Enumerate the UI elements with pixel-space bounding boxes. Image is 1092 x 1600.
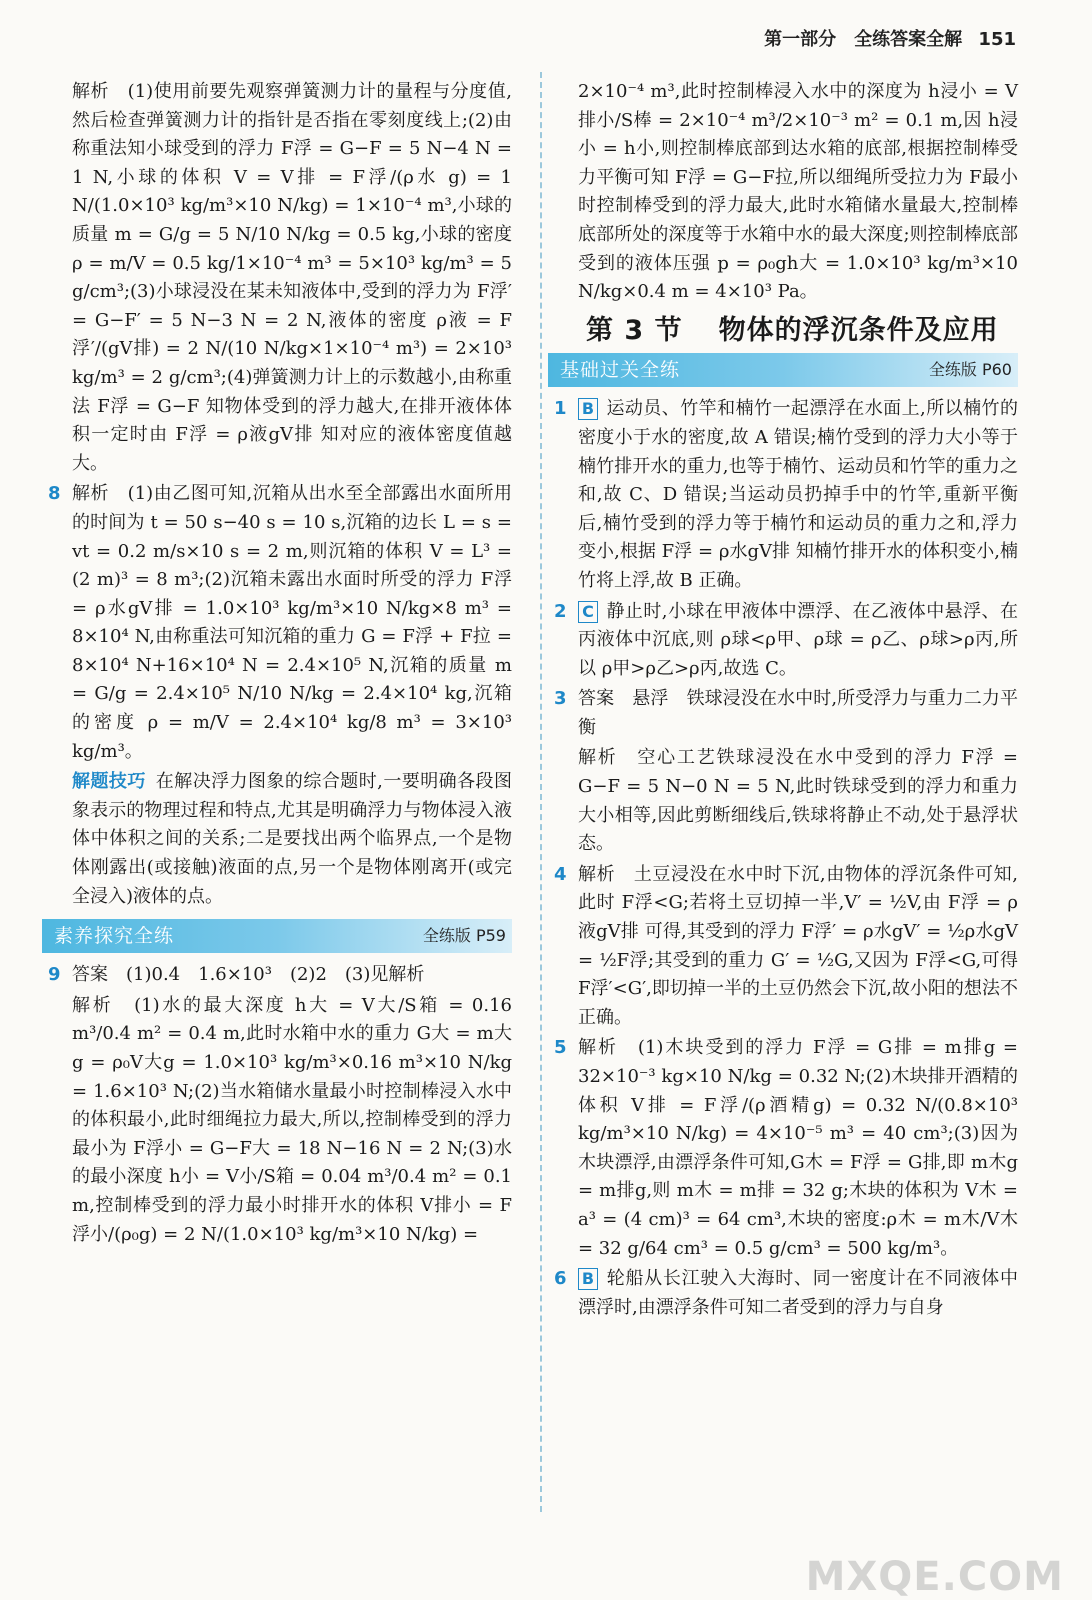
q9-answer: 答案 (1)0.4 1.6×10³ (2)2 (3)见解析 xyxy=(72,964,425,986)
column-divider xyxy=(540,72,542,1512)
right-column xyxy=(554,78,1018,1324)
item-number: 2 xyxy=(554,600,567,622)
answer-box: C xyxy=(578,601,598,623)
left-column xyxy=(48,78,512,1251)
tip-paragraph xyxy=(72,768,512,911)
band-label: 基础过关全练 xyxy=(560,359,681,382)
page-number: 151 xyxy=(978,29,1016,50)
q7-analysis: 解析 (1)使用前要先观察弹簧测力计的量程与分度值,然后检查弹簧测力计的指针是否指在零刻度线上;(2)由称重法知小球受到的浮力 F浮 = G−F = 5 N−4 N = 1 N,小球的体积 V = V排 = F浮/(ρ水 g) = 1 N/(1.0×10³ kg/m³×10 N/kg) = 1×10⁻⁴ m³,小球的质量 m = G/g = 5 N/10 N/kg = 0.5 kg,小球的密度 ρ = m/V = 0.5 kg/1×10⁻⁴ m³ = 5×10³ kg/m³ = 5 g/cm³;(3)小球浸没在某未知液体中,受到的浮力为 F浮′ = G−F′ = 5 N−3 N = 2 N,液体的密度 ρ液 = F浮′/(gV排) = 2 N/(10 N/kg×1×10⁻⁴ m³) = 2×10³ kg/m³ = 2 g/cm³;(4)弹簧测力计上的示数越小,由称重法 F浮 = G−F 知物体受到的浮力越大,在排开液体体积一定时由 F浮 = ρ液gV排 知对应的液体密度值越大。 xyxy=(72,81,512,474)
q8-analysis: 解析 (1)由乙图可知,沉箱从出水至全部露出水面所用的时间为 t = 50 s−40 s = 10 s,沉箱的边长 L = s = vt = 0.2 m/s×10 s = 2 m,则沉箱的体积 V = L³ = (2 m)³ = 8 m³;(2)沉箱未露出水面时所受的浮力 F浮 = ρ水gV排 = 1.0×10³ kg/m³×10 N/kg×8 m³ = 8×10⁴ N,由称重法可知沉箱的重力 G = F浮 + F拉 = 8×10⁴ N+16×10⁴ N = 2.4×10⁵ N,沉箱的质量 m = G/g = 2.4×10⁵ N/10 N/kg = 2.4×10⁴ kg,沉箱的密度 ρ = m/V = 2.4×10⁴ kg/8 m³ = 3×10³ kg/m³。 xyxy=(72,483,512,762)
tip-label: 解题技巧 xyxy=(72,771,146,793)
item-text: 运动员、竹竿和楠竹一起漂浮在水面上,所以楠竹的密度小于水的密度,故 A 错误;楠竹受到的浮力大小等于楠竹排开水的重力,也等于楠竹、运动员和竹竿的重力之和,故 C、D 错误;当运动员扔掉手中的竹竿,重新平衡后,楠竹受到的浮力等于楠竹和运动员的重力之和,浮力变小,根据 F浮 = ρ水gV排 知楠竹排开水的体积变小,楠竹将上浮,故 B 正确。 xyxy=(578,398,1018,591)
list-item xyxy=(554,598,1018,684)
q8-number: 8 xyxy=(48,483,61,505)
section-title xyxy=(586,314,1018,346)
item-text: 答案 悬浮 铁球浸没在水中时,所受浮力与重力二力平衡 xyxy=(578,688,1018,738)
answer-box: B xyxy=(578,398,598,420)
band-ref: 全练版 P59 xyxy=(422,926,506,946)
tip-text: 在解决浮力图象的综合题时,一要明确各段图象表示的物理过程和特点,尤其是明确浮力与物体浸入液体中体积之间的关系;二是要找出两个临界点,一个是物体刚露出(或接触)液面的点,另一个是物体刚离开(或完全浸入)液体的点。 xyxy=(72,771,512,907)
item-number: 3 xyxy=(554,688,567,710)
q9-analysis: 解析 (1)水的最大深度 h大 = V大/S箱 = 0.16 m³/0.4 m² = 0.4 m,此时水箱中水的重力 G大 = m大g = ρ₀V大g = 1.0×10³ kg/m³×0.16 m³×10 N/kg = 1.6×10³ N;(2)当水箱储水量最小时控制棒浸入水中的体积最小,此时细绳拉力最大,所以,控制棒受到的浮力最小为 F浮小 = G−F大 = 18 N−16 N = 2 N;(3)水的最小深度 h小 = V小/S箱 = 0.04 m³/0.4 m² = 0.1 m,控制棒受到的浮力最小时排开水的体积 V排小 = F浮小/(ρ₀g) = 2 N/(1.0×10³ kg/m³×10 N/kg) = xyxy=(72,994,512,1245)
item-number: 4 xyxy=(554,863,567,885)
list-item xyxy=(554,395,1018,595)
band-label: 素养探究全练 xyxy=(54,925,175,948)
section-number: 第 3 节 xyxy=(586,314,683,346)
list-item xyxy=(554,861,1018,1033)
page-header xyxy=(764,26,1016,55)
q9-item xyxy=(48,961,512,1249)
section-heading: 物体的浮沉条件及应用 xyxy=(718,314,999,346)
q8-item xyxy=(48,480,512,766)
item-text: 解析 土豆浸没在水中时下沉,由物体的浮沉条件可知,此时 F浮<G;若将土豆切掉一半,V′ = ½V,由 F浮 = ρ液gV排 可得,其受到的浮力 F浮′ = ρ水gV′ = ½ρ水gV = ½F浮;其受到的重力 G′ = ½G,又因为 F浮<G,可得 F浮′<G′,即切掉一半的土豆仍然会下沉,故小阳的想法不正确。 xyxy=(578,863,1018,1028)
header-title: 第一部分 全练答案全解 xyxy=(764,29,963,50)
band-ref: 全练版 P60 xyxy=(928,360,1012,380)
section-band-basic xyxy=(548,353,1018,387)
item-text: 静止时,小球在甲液体中漂浮、在乙液体中悬浮、在丙液体中沉底,则 ρ球<ρ甲、ρ球 = ρ乙、ρ球>ρ丙,所以 ρ甲>ρ乙>ρ丙,故选 C。 xyxy=(578,600,1018,679)
item-number: 1 xyxy=(554,398,567,420)
list-item xyxy=(554,685,1018,859)
item-text: 轮船从长江驶入大海时、同一密度计在不同液体中漂浮时,由漂浮条件可知二者受到的浮力与自身 xyxy=(578,1268,1018,1318)
item-text: 解析 (1)木块受到的浮力 F浮 = G排 = m排g = 32×10⁻³ kg×10 N/kg = 0.32 N;(2)木块排开酒精的体积 V排 = F浮/(ρ酒精g) = 0.32 N/(0.8×10³ kg/m³×10 N/kg) = 4×10⁻⁵ m³ = 40 cm³;(3)因为木块漂浮,由漂浮条件可知,G木 = F浮 = G排,即 m木g = m排g,则 m木 = m排 = 32 g;木块的体积为 V木 = a³ = (4 cm)³ = 64 cm³,木块的密度:ρ木 = m木/V木 = 32 g/64 cm³ = 0.5 g/cm³ = 500 kg/m³。 xyxy=(578,1037,1018,1259)
watermark-logo: MXQE.COM xyxy=(805,1554,1064,1600)
list-item xyxy=(554,1265,1018,1322)
list-item xyxy=(554,1034,1018,1263)
item-analysis: 解析 空心工艺铁球浸没在水中受到的浮力 F浮 = G−F = 5 N−0 N = 5 N,此时铁球受到的浮力和重力大小相等,因此剪断细线后,铁球将静止不动,处于悬浮状态。 xyxy=(578,747,1018,855)
item-number: 6 xyxy=(554,1268,567,1290)
section-band-literacy xyxy=(42,919,512,953)
answer-box: B xyxy=(578,1268,598,1290)
q9-number: 9 xyxy=(48,964,61,986)
item-number: 5 xyxy=(554,1037,567,1059)
q9-continued: 2×10⁻⁴ m³,此时控制棒浸入水中的深度为 h浸小 = V排小/S棒 = 2×10⁻⁴ m³/2×10⁻³ m² = 0.1 m,因 h浸小 = h小,则控制棒底部到达水箱的底部,根据控制棒受力平衡可知 F浮 = G−F拉,所以细绳所受拉力为 F最小 时控制棒受到的浮力最大,此时水箱储水量最大,控制棒底部所处的深度等于水箱中水的最大深度;则控制棒底部受到的液体压强 p = ρ₀gh大 = 1.0×10³ kg/m³×10 N/kg×0.4 m = 4×10³ Pa。 xyxy=(578,81,1018,303)
